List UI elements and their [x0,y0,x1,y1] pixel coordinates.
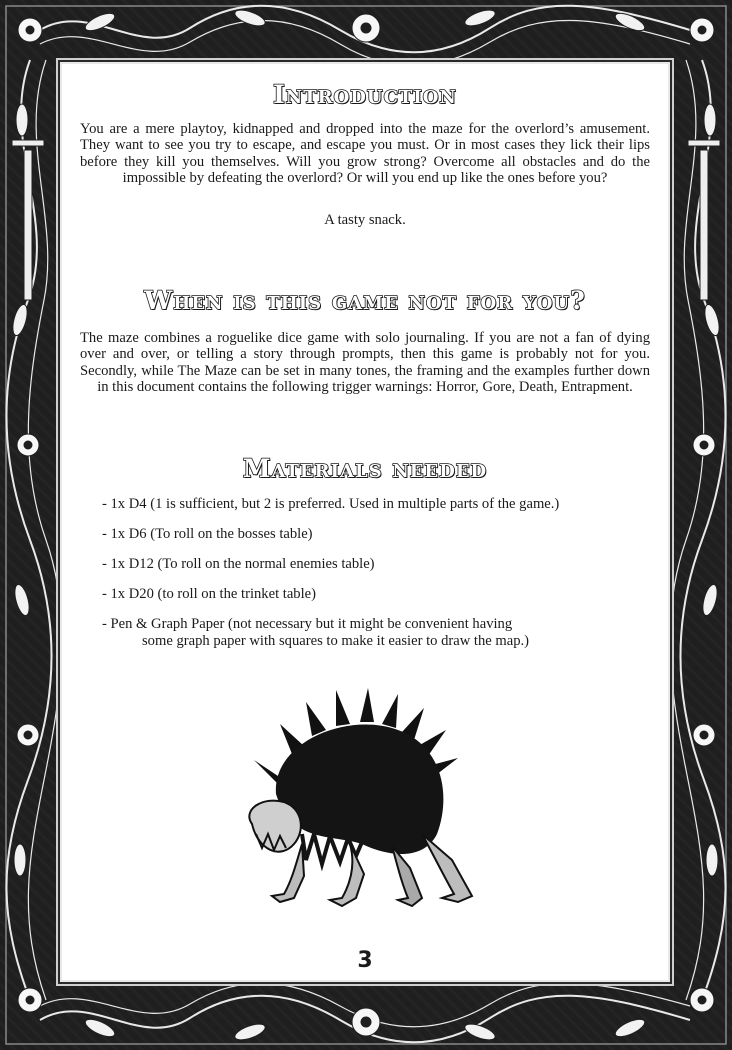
introduction-paragraph: You are a mere playtoy, kidnapped and dropped into the maze for the overlord’s amusement. They want to see you try to escape, and escape you must. Or in most cases they lick their lips before they kill you themselves. Will you grow strong? Overcome all obstacles and do the impossible by defeating the overlord? Or will you end up like the ones before you? [80,121,650,187]
material-item-pen-paper [102,616,642,650]
not-for-you-heading: When is this game not for you? [144,286,586,315]
introduction-closing: A tasty snack. [324,212,406,228]
material-item-text: - Pen & Graph Paper (not necessary but it might be convenient having [102,616,513,632]
introduction-heading: Introduction [273,80,457,109]
material-item-text: - 1x D6 (To roll on the bosses table) [102,526,313,542]
material-item-d20 [102,586,642,603]
materials-list [102,496,642,663]
material-item-d6 [102,526,642,543]
page-number: 3 [357,948,373,973]
maze-creature-icon [232,684,502,914]
material-item-continuation: some graph paper with squares to make it easier to draw the map.) [142,633,530,649]
material-item-text: - 1x D4 (1 is sufficient, but 2 is preferred. Used in multiple parts of the game.) [102,496,560,512]
material-item-text: - 1x D12 (To roll on the normal enemies table) [102,556,375,572]
material-item-d12 [102,556,642,573]
materials-heading: Materials needed [242,454,488,483]
content-panel [62,64,668,980]
material-item-d4 [102,496,642,513]
not-for-you-paragraph: The maze combines a roguelike dice game with solo journaling. If you are not a fan of dying over and over, or telling a story through prompts, then this game is probably not for you. Secondly, while The Maze can be set in many tones, the framing and the examples further down in this document contains the following trigger warnings: Horror, Gore, Death, Entrapment. [80,330,650,396]
material-item-text: - 1x D20 (to roll on the trinket table) [102,586,316,602]
